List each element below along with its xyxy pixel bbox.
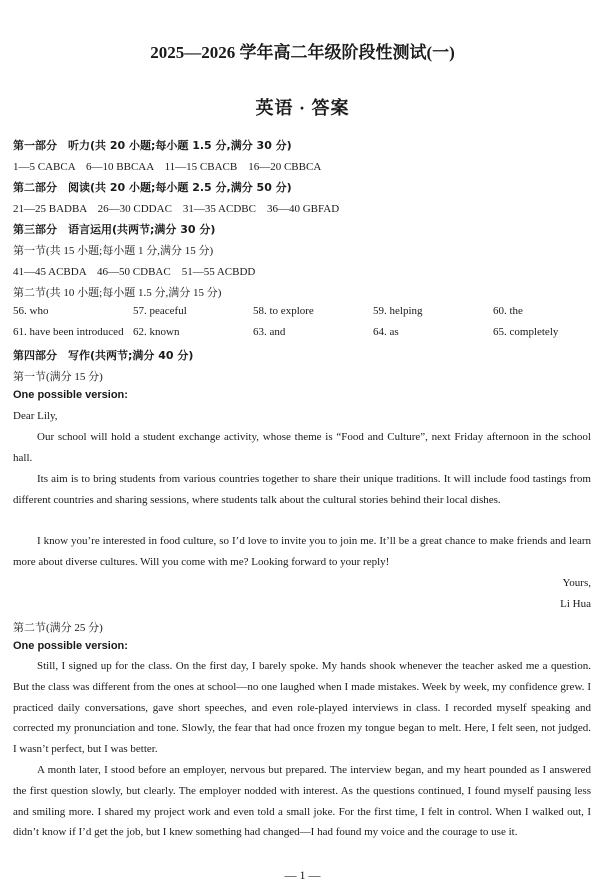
- part1-heading: 第一部分 听力(共 20 小题;每小题 1.5 分,满分 30 分): [13, 139, 292, 152]
- answer-cell: 57. peaceful: [133, 305, 187, 317]
- letter-closing: Yours,: [562, 577, 591, 589]
- page-title: 2025—2026 学年高二年级阶段性测试(一): [150, 43, 455, 62]
- answer-cell: 63. and: [253, 326, 286, 338]
- part4-section1-heading: 第一节(满分 15 分): [13, 371, 103, 383]
- version-label-2: One possible version:: [13, 640, 128, 652]
- part3-section2-heading: 第二节(共 10 小题;每小题 1.5 分,满分 15 分): [13, 287, 222, 299]
- answer-cell: 65. completely: [493, 326, 559, 338]
- story-paragraph: A month later, I stood before an employer, nervous but prepared. The interview began, and my heart pounded as I answered the first question slowly, but clearly. The employer nodded with interest. As the questions continued, I found myself pausing less and smiling more. I shared my project work and even told a small joke. For the first time, I felt in control. When I walked out, I didn’t know if I’d get the job, but I knew something had changed—I had found my voice and the courage to use it.: [13, 764, 591, 839]
- letter-paragraph: Our school will hold a student exchange activity, whose theme is “Food and Culture”, next Friday afternoon in the school hall.: [13, 431, 591, 464]
- letter-signature: Li Hua: [560, 598, 591, 610]
- part4-heading: 第四部分 写作(共两节;满分 40 分): [13, 349, 194, 362]
- page-subtitle: 英语 · 答案: [255, 98, 350, 118]
- letter-paragraph: Its aim is to bring students from various countries together to share their unique traditions. It will include food tastings from different countries and sharing sessions, where students talk about the cultural stories behind their local dishes.: [13, 473, 591, 506]
- part4-section2-heading: 第二节(满分 25 分): [13, 622, 103, 634]
- answer-cell: 56. who: [13, 305, 49, 317]
- answer-cell: 58. to explore: [253, 305, 314, 317]
- part2-answers: 21—25 BADBA 26—30 CDDAC 31—35 ACDBC 36—40 GBFAD: [13, 203, 340, 215]
- part3-section1-heading: 第一节(共 15 小题;每小题 1 分,满分 15 分): [13, 245, 214, 257]
- story-paragraph: Still, I signed up for the class. On the first day, I barely spoke. My hands shook whenever the teacher asked me a question. But the class was different from the ones at school—no one laughed when I made mistakes. Week by week, my confidence grew. I practiced daily conversations, gave short speeches, and even role-played interviews in class. I recorded myself speaking and corrected my pronunciation and tone. Slowly, the fear that had once frozen my tongue began to melt. Here, I felt seen, not judged. I wasn’t perfect, but I was better.: [13, 660, 591, 756]
- answer-cell: 61. have been introduced: [13, 326, 124, 338]
- answer-cell: 60. the: [493, 305, 523, 317]
- part3-section1-answers: 41—45 ACBDA 46—50 CDBAC 51—55 ACBDD: [13, 266, 256, 278]
- letter-greeting: Dear Lily,: [13, 410, 58, 422]
- answer-cell: 62. known: [133, 326, 180, 338]
- part3-heading: 第三部分 语言运用(共两节;满分 30 分): [13, 223, 216, 236]
- part1-answers: 1—5 CABCA 6—10 BBCAA 11—15 CBACB 16—20 CBBCA: [13, 161, 322, 173]
- letter-paragraph: I know you’re interested in food culture, so I’d love to invite you to join me. It’ll be a great chance to make friends and learn more about diverse cultures. Will you come with me? Looking forward to your reply!: [13, 535, 591, 568]
- part2-heading: 第二部分 阅读(共 20 小题;每小题 2.5 分,满分 50 分): [13, 181, 292, 194]
- version-label: One possible version:: [13, 389, 128, 401]
- answer-cell: 59. helping: [373, 305, 423, 317]
- page-number: — 1 —: [284, 868, 321, 882]
- answer-cell: 64. as: [373, 326, 399, 338]
